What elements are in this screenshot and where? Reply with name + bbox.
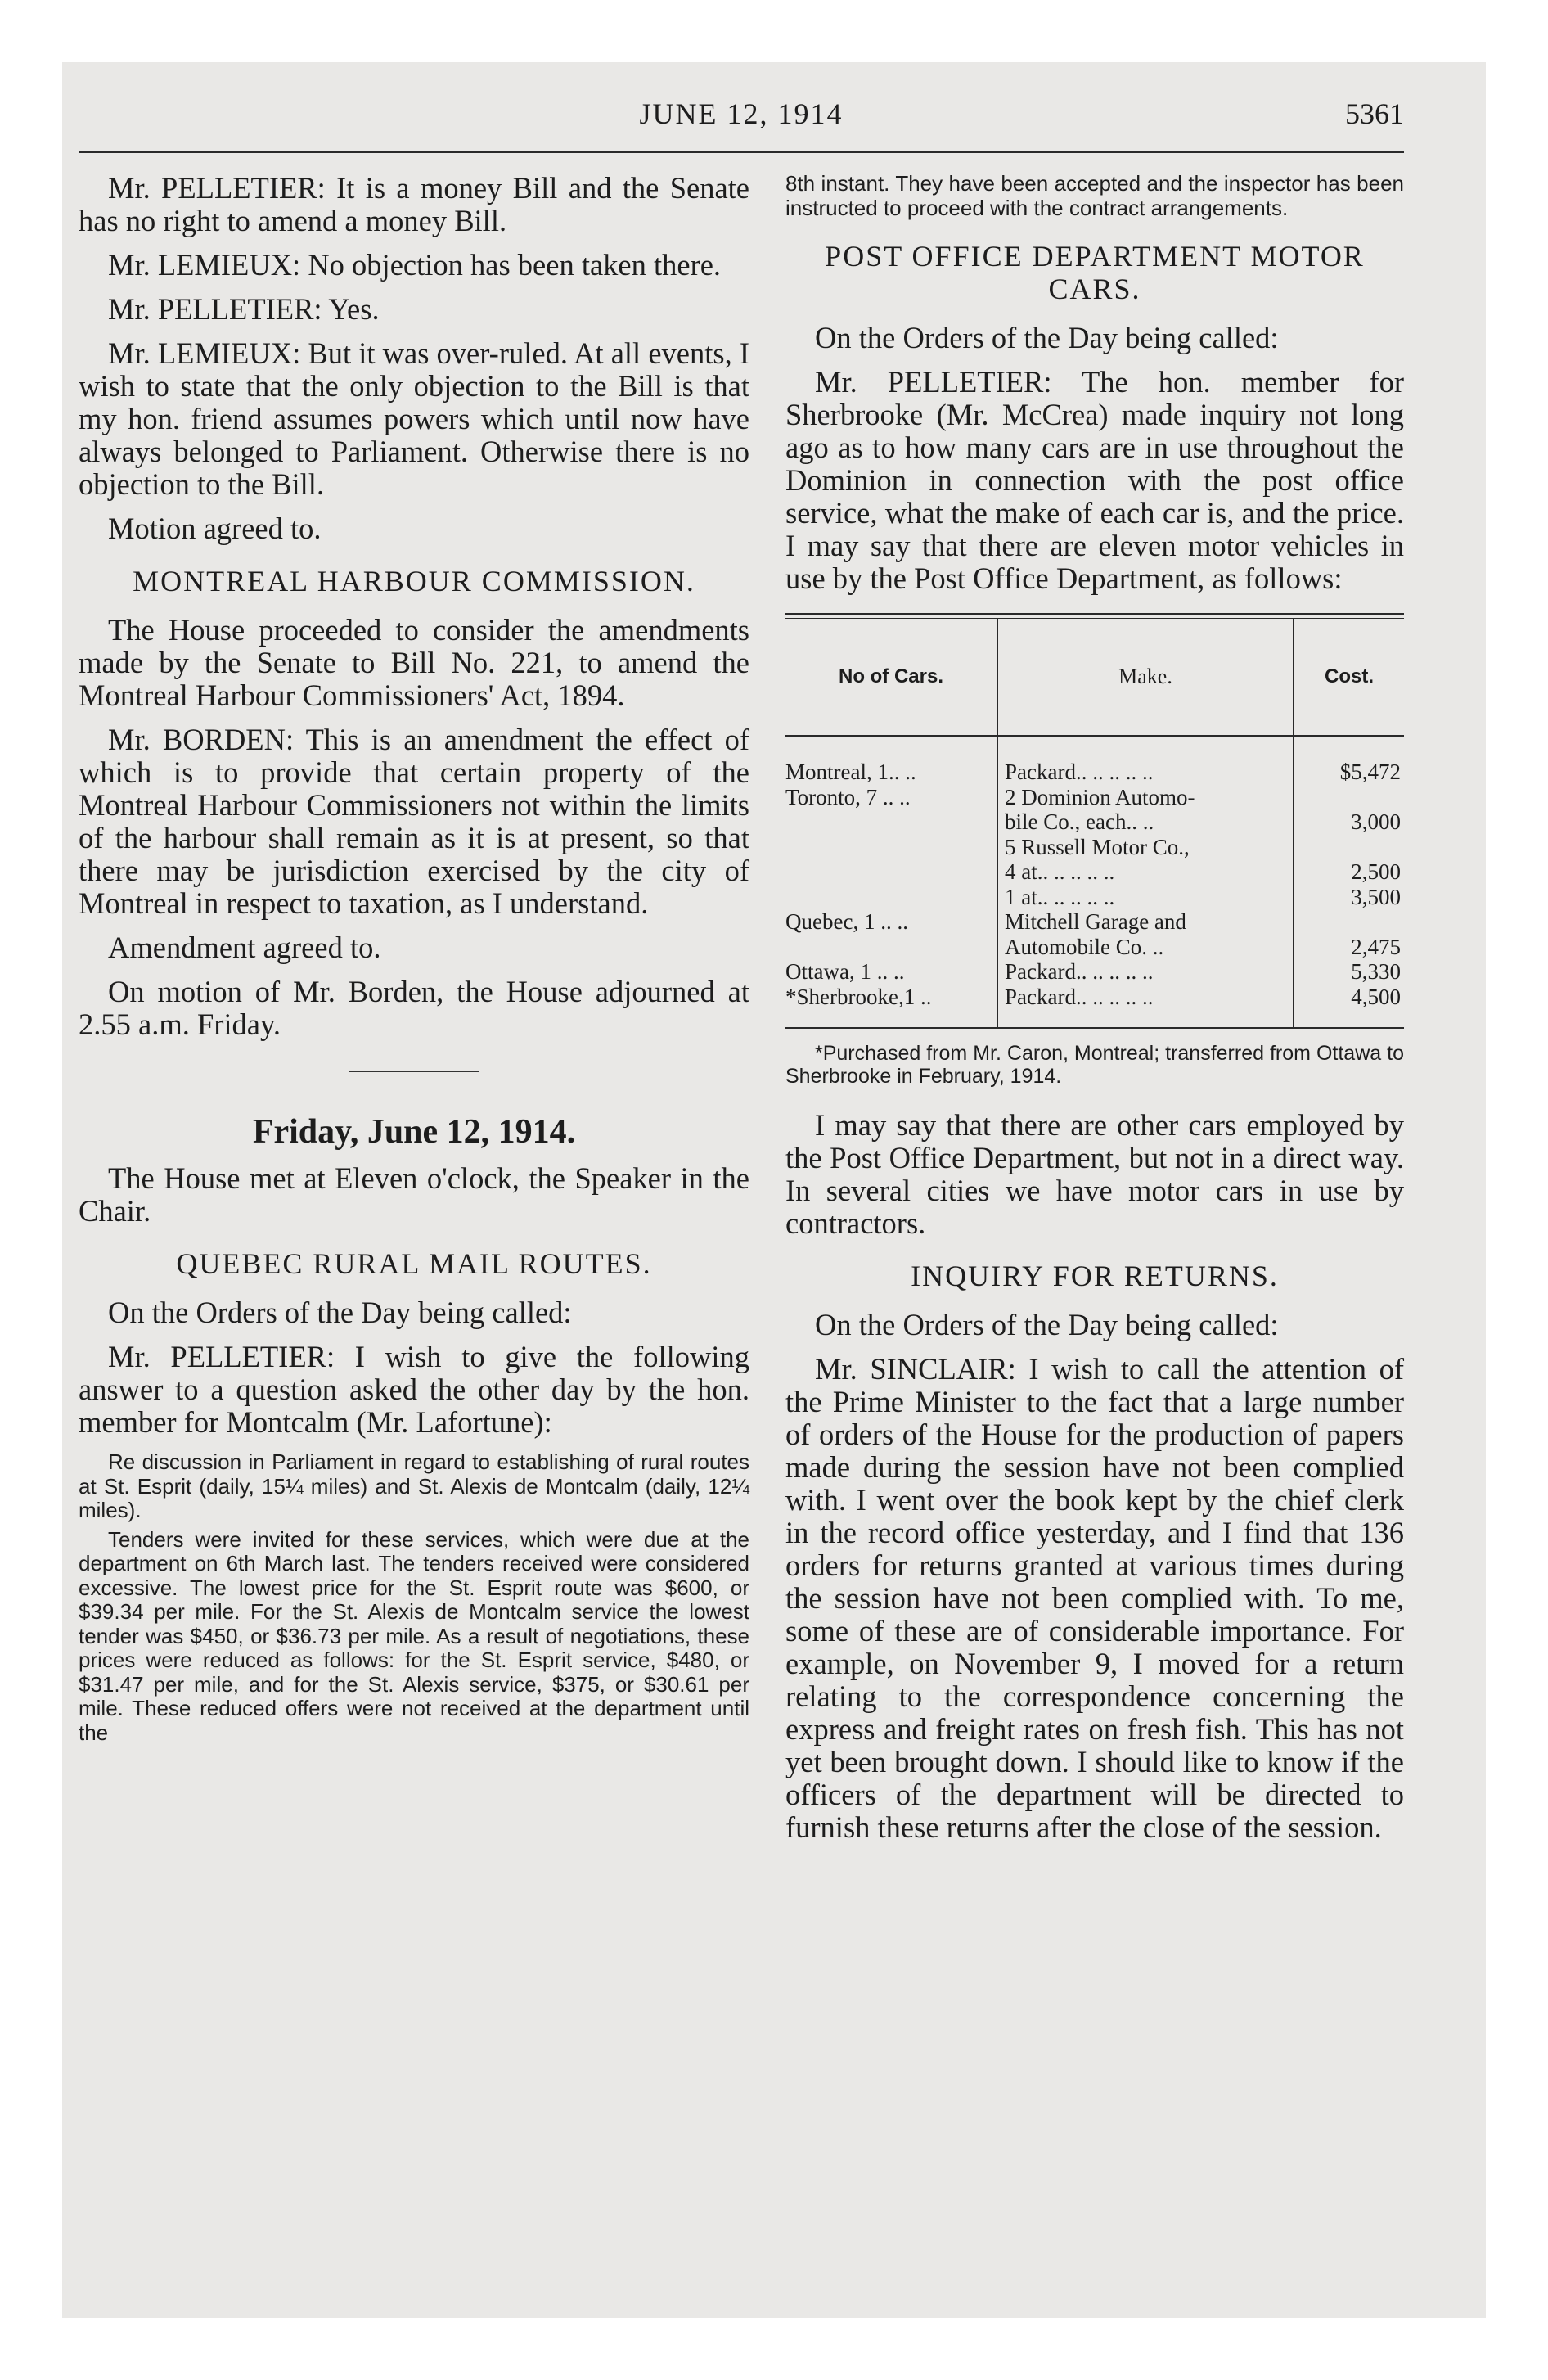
table-row (785, 835, 1404, 860)
section-heading: MONTREAL HARBOUR COMMISSION. (133, 565, 695, 597)
table-cell-make: Packard.. .. .. .. .. (997, 985, 1294, 1028)
table-cell-make: 5 Russell Motor Co., (997, 835, 1294, 860)
table-cell-make: Packard.. .. .. .. .. (997, 959, 1294, 985)
paragraph: On motion of Mr. Borden, the House adjourned at 2.55 a.m. Friday. (79, 975, 749, 1041)
paragraph: Mr. PELLETIER: The hon. member for Sherbrooke (Mr. McCrea) made inquiry not long ago as to how many cars are in use throughout the Dominion in connection with the post office service, what the make of each car is, and the price. I may say that there are eleven motor vehicles in use by the Post Office Department, as follows: (785, 365, 1404, 595)
table-bottom-rule (785, 1027, 1404, 1029)
table-cell-cost: 3,500 (1294, 885, 1404, 910)
paragraph: On the Orders of the Day being called: (815, 1308, 1279, 1341)
section-heading: POST OFFICE DEPARTMENT MOTOR CARS. (825, 240, 1365, 305)
paragraph: Mr. PELLETIER: It is a money Bill and the Senate has no right to amend a money Bill. (79, 171, 749, 237)
sitting-dateline: Friday, June 12, 1914. (252, 1113, 576, 1151)
paragraph: Motion agreed to. (108, 512, 322, 545)
table-cell-cost: $5,472 (1294, 736, 1404, 785)
paragraph: Amendment agreed to. (108, 931, 381, 964)
page-date: JUNE 12, 1914 (639, 97, 844, 130)
table-cell-place (785, 885, 997, 910)
table-cell-place: Ottawa, 1 .. .. (785, 959, 905, 984)
motor-cars-table (785, 613, 1404, 1029)
quoted-answer: Re discussion in Parliament in regard to establishing of rural routes at St. Esprit (daily, 15¼ miles) and St. Alexis de Montcalm (daily, 12¼ miles). (79, 1449, 749, 1522)
table-cell-make: Packard.. .. .. .. .. (997, 736, 1294, 785)
table-top-rule (785, 613, 1404, 619)
table-footnote: *Purchased from Mr. Caron, Montreal; transferred from Ottawa to Sherbrooke in February, 1914. (785, 1042, 1404, 1088)
table-cell-cost (1294, 835, 1404, 860)
paragraph: I may say that there are other cars employed by the Post Office Department, but not in a direct way. In several cities we have motor cars in use by contractors. (785, 1108, 1404, 1240)
table-row (785, 809, 1404, 835)
table-cell-cost (1294, 785, 1404, 810)
table-cell-place: Quebec, 1 .. .. (785, 909, 908, 934)
table-cell-cost: 4,500 (1294, 985, 1404, 1028)
table-cell-place: Toronto, 7 .. .. (785, 784, 911, 809)
table-cell-place (785, 835, 997, 860)
header-rule (79, 151, 1404, 153)
table-cell-cost: 2,475 (1294, 935, 1404, 960)
table-cell-cost: 3,000 (1294, 809, 1404, 835)
table-row (785, 885, 1404, 910)
table-row (785, 935, 1404, 960)
column-header: Make. (997, 619, 1294, 736)
table-cell-place: Montreal, 1.. .. (785, 760, 916, 784)
table-row (785, 959, 1404, 985)
table-cell-make: 4 at.. .. .. .. .. (997, 859, 1294, 885)
column-header: Cost. (1294, 619, 1404, 736)
column-header: No of Cars. (785, 619, 997, 736)
table-row (785, 909, 1404, 935)
table-cell-cost: 5,330 (1294, 959, 1404, 985)
page-header (79, 97, 1404, 146)
section-divider (349, 1071, 479, 1072)
table-cell-make: Automobile Co. .. (997, 935, 1294, 960)
table-row (785, 859, 1404, 885)
paragraph: Mr. LEMIEUX: No objection has been taken there. (108, 248, 722, 282)
table-cell-make: Mitchell Garage and (997, 909, 1294, 935)
paragraph: The House met at Eleven o'clock, the Speaker in the Chair. (79, 1161, 749, 1228)
paragraph: Mr. BORDEN: This is an amendment the effect of which is to provide that certain property of the Montreal Harbour Commissioners not within the limits of the harbour shall remain as it is at present, so that there may be jurisdiction exercised by the city of Montreal in respect to taxation, as I understand. (79, 723, 749, 920)
paragraph: Mr. PELLETIER: I wish to give the following answer to a question asked the other day by the hon. member for Montcalm (Mr. Lafortune): (79, 1340, 749, 1439)
table-cell-cost: 2,500 (1294, 859, 1404, 885)
table-cell-make: 2 Dominion Automo- (997, 785, 1294, 810)
paragraph: On the Orders of the Day being called: (815, 321, 1279, 354)
table-cell-place: *Sherbrooke,1 .. (785, 984, 932, 1009)
table-cell-make: bile Co., each.. .. (997, 809, 1294, 835)
paragraph: On the Orders of the Day being called: (108, 1296, 572, 1329)
paragraph: Mr. LEMIEUX: But it was over-ruled. At all events, I wish to state that the only objection to the Bill is that my hon. friend assumes powers which until now have always belonged to Parliament. Otherwise there is no objection to the Bill. (79, 336, 749, 501)
paragraph: Mr. SINCLAIR: I wish to call the attention of the Prime Minister to the fact that a large number of orders of the House for the production of papers made during the session have not been complied with. I went over the book kept by the chief clerk in the record office yesterday, and I find that 136 orders for returns granted at various times during the session have not been complied with. To me, some of these are of considerable importance. For example, on November 9, I moved for a return relating to the correspondence concerning the express and freight rates on fresh fish. This has not yet been brought down. I should like to know if the officers of the department will be directed to furnish these returns after the close of the session. (785, 1352, 1404, 1844)
table-cell-make: 1 at.. .. .. .. .. (997, 885, 1294, 910)
table-row (785, 736, 1404, 785)
table-row (785, 985, 1404, 1028)
table-cell-place (785, 809, 997, 835)
table-row (785, 785, 1404, 810)
section-heading: QUEBEC RURAL MAIL ROUTES. (176, 1247, 652, 1280)
page-number: 5361 (1345, 97, 1404, 130)
table-cell-place (785, 935, 997, 960)
table-cell-place (785, 859, 997, 885)
quoted-answer: Tenders were invited for these services, which were due at the department on 6th March last. The tenders received were considered excessive. The lowest price for the St. Esprit route was $600, or $39.34 per mile. For the St. Alexis de Montcalm service the lowest tender was $450, or $36.73 per mile. As a result of negotiations, these prices were reduced as follows: for the St. Esprit service, $480, or $31.47 per mile, and for the St. Alexis service, $375, or $30.61 per mile. These reduced offers were not received at the department until the (79, 1526, 749, 1745)
table-cell-cost (1294, 909, 1404, 935)
paragraph: The House proceeded to consider the amendments made by the Senate to Bill No. 221, to amend the Montreal Harbour Commissioners' Act, 1894. (79, 613, 749, 712)
quoted-answer-continued: 8th instant. They have been accepted and the inspector has been instructed to proceed with the contract arrangements. (785, 171, 1404, 220)
right-column (785, 172, 1404, 1855)
paragraph: Mr. PELLETIER: Yes. (108, 292, 380, 326)
section-heading: INQUIRY FOR RETURNS. (911, 1260, 1279, 1292)
left-column (79, 172, 749, 1750)
